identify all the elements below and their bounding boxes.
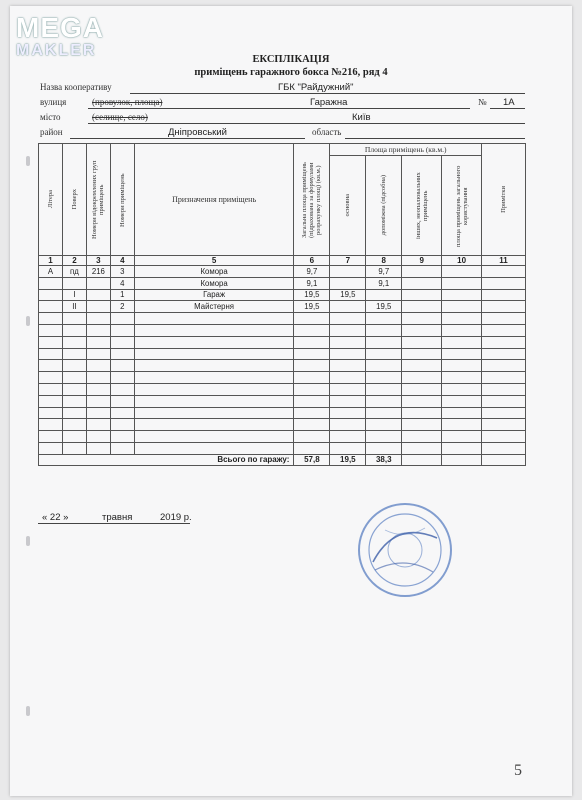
table-row (39, 431, 526, 443)
table-row (39, 407, 526, 419)
region-label: область (312, 127, 342, 137)
table-row (39, 442, 526, 454)
data-rows (39, 266, 526, 455)
table-row (39, 419, 526, 431)
header-notes: Примітки (482, 144, 526, 256)
header-poverh: Поверх (62, 144, 86, 256)
header-litera: Літера (39, 144, 63, 256)
table-row (39, 372, 526, 384)
header-common: площа приміщень загального користування (442, 156, 482, 256)
explication-table (38, 143, 526, 466)
column-numbers-row: 1 2 3 4 5 6 7 8 9 10 11 (39, 256, 526, 266)
city-strike: (селище, село) (92, 112, 148, 122)
page-number: 5 (514, 762, 522, 779)
table-row (39, 324, 526, 336)
street-line (88, 108, 470, 109)
table-row (39, 395, 526, 407)
table-row (39, 360, 526, 372)
district-line (70, 138, 305, 139)
coop-value: ГБК "Райдужний" (278, 82, 354, 93)
table-row (39, 383, 526, 395)
header-room-nums: Номери приміщень (110, 144, 134, 256)
district-value: Дніпровський (168, 127, 227, 138)
stamp-seal (355, 500, 455, 600)
street-strike: (провулок, площа) (92, 97, 163, 107)
table-row (39, 348, 526, 360)
date-month: травня (102, 512, 133, 523)
watermark-logo: MEGA MAKLER (16, 12, 104, 59)
header-total-area: Загальна площа приміщень (підрахована за формулами розрахунку площ) (кв.м.) (294, 144, 330, 256)
number-label: № (478, 97, 487, 107)
table-row: ІІ 2 Майстерня 19,5 19,5 (39, 301, 526, 313)
date-day: « 22 » (42, 512, 69, 523)
table-row (39, 336, 526, 348)
punch-hole (26, 706, 30, 716)
date-line (38, 523, 190, 524)
punch-hole (26, 156, 30, 166)
number-line (490, 108, 525, 109)
table-row: І 1 Гараж 19,5 19,5 (39, 289, 526, 301)
city-label: місто (40, 112, 61, 122)
table-row (39, 313, 526, 325)
coop-line (130, 93, 525, 94)
street-value: Гаражна (310, 97, 348, 108)
header-group-nums: Номери відокремлених груп приміщень (86, 144, 110, 256)
doc-subtitle: приміщень гаражного бокса №216, ряд 4 (194, 67, 388, 78)
header-non-res: інших, неопалювальних приміщень (402, 156, 442, 256)
district-label: район (40, 127, 63, 137)
coop-label: Назва кооперативу (40, 82, 112, 92)
punch-hole (26, 536, 30, 546)
street-label: вулиця (40, 97, 67, 107)
header-main: основна (330, 156, 366, 256)
date-year: 2019 р. (160, 512, 192, 523)
header-area-group: Площа приміщень (кв.м.) (330, 144, 482, 156)
table-row: 4 Комора 9,1 9,1 (39, 277, 526, 289)
region-line (345, 138, 525, 139)
city-value: Київ (352, 112, 371, 123)
city-line (88, 123, 525, 124)
number-value: 1А (503, 97, 515, 108)
table-row: А пд 216 3 Комора 9,7 9,7 (39, 266, 526, 278)
punch-hole (26, 316, 30, 326)
total-row: Всього по гаражу: 57,8 19,5 38,3 (39, 454, 526, 465)
header-purpose: Призначення приміщень (134, 144, 294, 256)
header-aux: допоміжна (підсобна) (366, 156, 402, 256)
doc-title: ЕКСПЛІКАЦІЯ (252, 54, 330, 65)
